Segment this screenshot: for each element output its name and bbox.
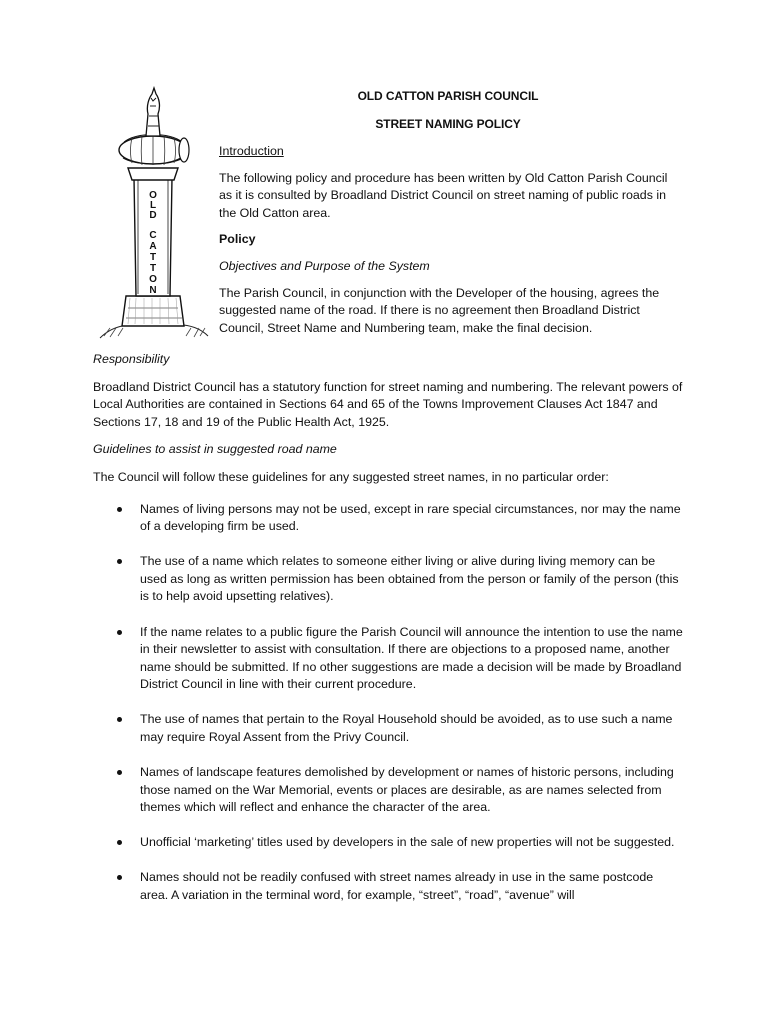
main-body (93, 351, 683, 922)
village-sign-logo (96, 86, 210, 346)
bullet-icon (117, 840, 122, 845)
objectives-text: The Parish Council, in conjunction with the Developer of the housing, agrees the suggested name of the road. If there is no agreement then Broadland District Council, Street Name and Numbering team, make the final decision. (219, 285, 660, 335)
bullet-icon (117, 507, 122, 512)
bullet-icon (117, 717, 122, 722)
bullet-icon (117, 630, 122, 635)
list-item (93, 624, 683, 694)
responsibility-text: Broadland District Council has a statutory function for street naming and numbering. The relevant powers of Local Authorities are contained in Sections 64 and 65 of the Towns Improvement Clauses Act 1847 and Sections 17, 18 and 19 of the Public Health Act, 1925. (93, 379, 683, 429)
sign-letter: T (149, 263, 157, 274)
list-item-text: Names of living persons may not be used, except in rare special circumstances, nor may the name of a developing firm be used. (140, 501, 681, 534)
sign-letter: T (149, 252, 157, 263)
introduction-text: The following policy and procedure has been written by Old Catton Parish Council as it is consulted by Broadland District Council on street naming of public roads in the Old Catton area. (219, 170, 668, 220)
sign-letter: N (149, 285, 157, 296)
list-item (93, 553, 683, 606)
list-item-text: The use of names that pertain to the Royal Household should be avoided, as to use such a name may require Royal Assent from the Privy Council. (140, 712, 673, 744)
policy-heading: Policy (219, 232, 256, 247)
guidelines-heading: Guidelines to assist in suggested road name (93, 442, 337, 457)
list-item-text: The use of a name which relates to someone either living or alive during living memory can be used as long as written permission has been obtained from the person or family of the person (this is to help avoid upsetting relatives). (140, 554, 679, 604)
list-item-text: If the name relates to a public figure the Parish Council will announce the intention to use the name in their newsletter to assist with consultation. If there are objections to a proposed name, another name should be submitted. If no other suggestions are made a decision will be made by Broadland District Council in line with their current procedure. (140, 624, 683, 692)
list-item (93, 764, 683, 817)
sign-letter: L (149, 200, 157, 211)
list-item-text: Names should not be readily confused with street names already in use in the same postcode area. A variation in the terminal word, for example, “street”, “road”, “avenue” will (140, 870, 654, 903)
document-subtitle: STREET NAMING POLICY (375, 117, 521, 131)
list-item (93, 869, 683, 904)
bullet-icon (117, 875, 122, 880)
bullet-icon (117, 559, 122, 564)
bullet-icon (117, 770, 122, 775)
sign-letter: O (149, 274, 157, 285)
sign-letter: O (149, 190, 157, 201)
responsibility-heading: Responsibility (93, 352, 170, 366)
sign-letter: D (149, 210, 157, 221)
document-title: OLD CATTON PARISH COUNCIL (357, 89, 539, 103)
introduction-section (219, 143, 679, 337)
list-item (93, 834, 683, 852)
list-item-text: Unofficial ‘marketing’ titles used by developers in the sale of new properties will not be suggested. (140, 835, 675, 850)
introduction-heading: Introduction (219, 144, 284, 158)
guidelines-list (93, 501, 683, 905)
objectives-heading: Objectives and Purpose of the System (219, 258, 430, 273)
list-item-text: Names of landscape features demolished by development or names of historic persons, including those named on the War Memorial, events or places are desirable, as are names selected from themes which will reflect and enhance the character of the area. (140, 765, 674, 815)
sign-letter: C (149, 230, 157, 241)
list-item (93, 501, 683, 536)
sign-letter: A (149, 241, 157, 252)
guidelines-intro: The Council will follow these guidelines for any suggested street names, in no particular order: (93, 469, 609, 484)
list-item (93, 711, 683, 746)
